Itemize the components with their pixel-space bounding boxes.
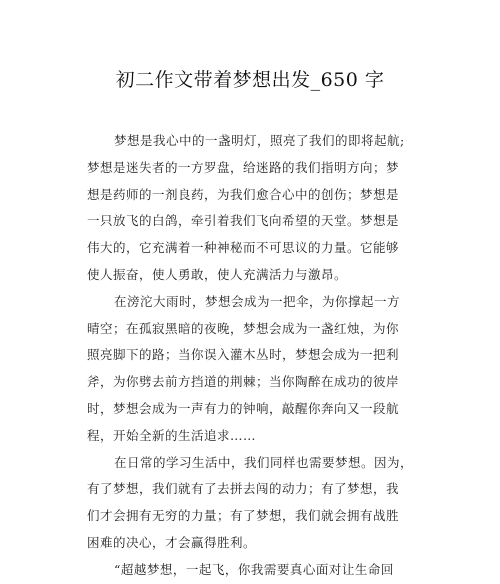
paragraph-2-line-3: 照亮脚下的路；当你误入灌木丛时，梦想会成为一把利 bbox=[87, 347, 400, 363]
paragraph-1-line-3: 想是药师的一剂良药，为我们愈合心中的创伤；梦想是 bbox=[87, 186, 400, 202]
paragraph-1-line-4: 一只放飞的白鸽，牵引着我们飞向希望的天堂。梦想是 bbox=[87, 213, 400, 229]
paragraph-2-line-5: 时，梦想会成为一声有力的钟响，敲醒你奔向又一段航 bbox=[87, 400, 400, 416]
document-title: 初二作文带着梦想出发_650 字 bbox=[115, 69, 385, 91]
paragraph-4-line-1: “超越梦想，一起飞，你我需要真心面对让生命回 bbox=[114, 561, 394, 577]
paragraph-1-line-2: 梦想是迷失者的一方罗盘，给迷路的我们指明方向；梦 bbox=[87, 159, 400, 175]
document-body bbox=[87, 128, 413, 584]
paragraph-2-line-4: 斧，为你劈去前方挡道的荆棘；当你陶醉在成功的彼岸 bbox=[87, 374, 400, 390]
paragraph-3-line-3: 们才会拥有无穷的力量；有了梦想，我们就会拥有战胜 bbox=[87, 508, 400, 524]
paragraph-2-line-6: 程，开始全新的生活追求…… bbox=[87, 427, 257, 443]
paragraph-2-line-1: 在滂沱大雨时，梦想会成为一把伞，为你撑起一方 bbox=[114, 293, 401, 309]
paragraph-3-line-1: 在日常的学习生活中，我们同样也需要梦想。因为， bbox=[114, 454, 414, 470]
paragraph-1-line-1: 梦想是我心中的一盏明灯，照亮了我们的即将起航; bbox=[114, 133, 405, 148]
paragraph-3-line-2: 有了梦想，我们就有了去拼去闯的动力；有了梦想，我 bbox=[87, 481, 400, 497]
paragraph-1-line-6: 使人振奋，使人勇敢，使人充满活力与激昂。 bbox=[87, 266, 348, 282]
paragraph-2-line-2: 晴空；在孤寂黑暗的夜晚，梦想会成为一盏红烛，为你 bbox=[87, 320, 400, 336]
paragraph-3-line-4: 困难的决心，才会赢得胜利。 bbox=[87, 534, 257, 550]
paragraph-1-line-5: 伟大的，它充满着一种神秘而不可思议的力量。它能够 bbox=[87, 240, 400, 256]
